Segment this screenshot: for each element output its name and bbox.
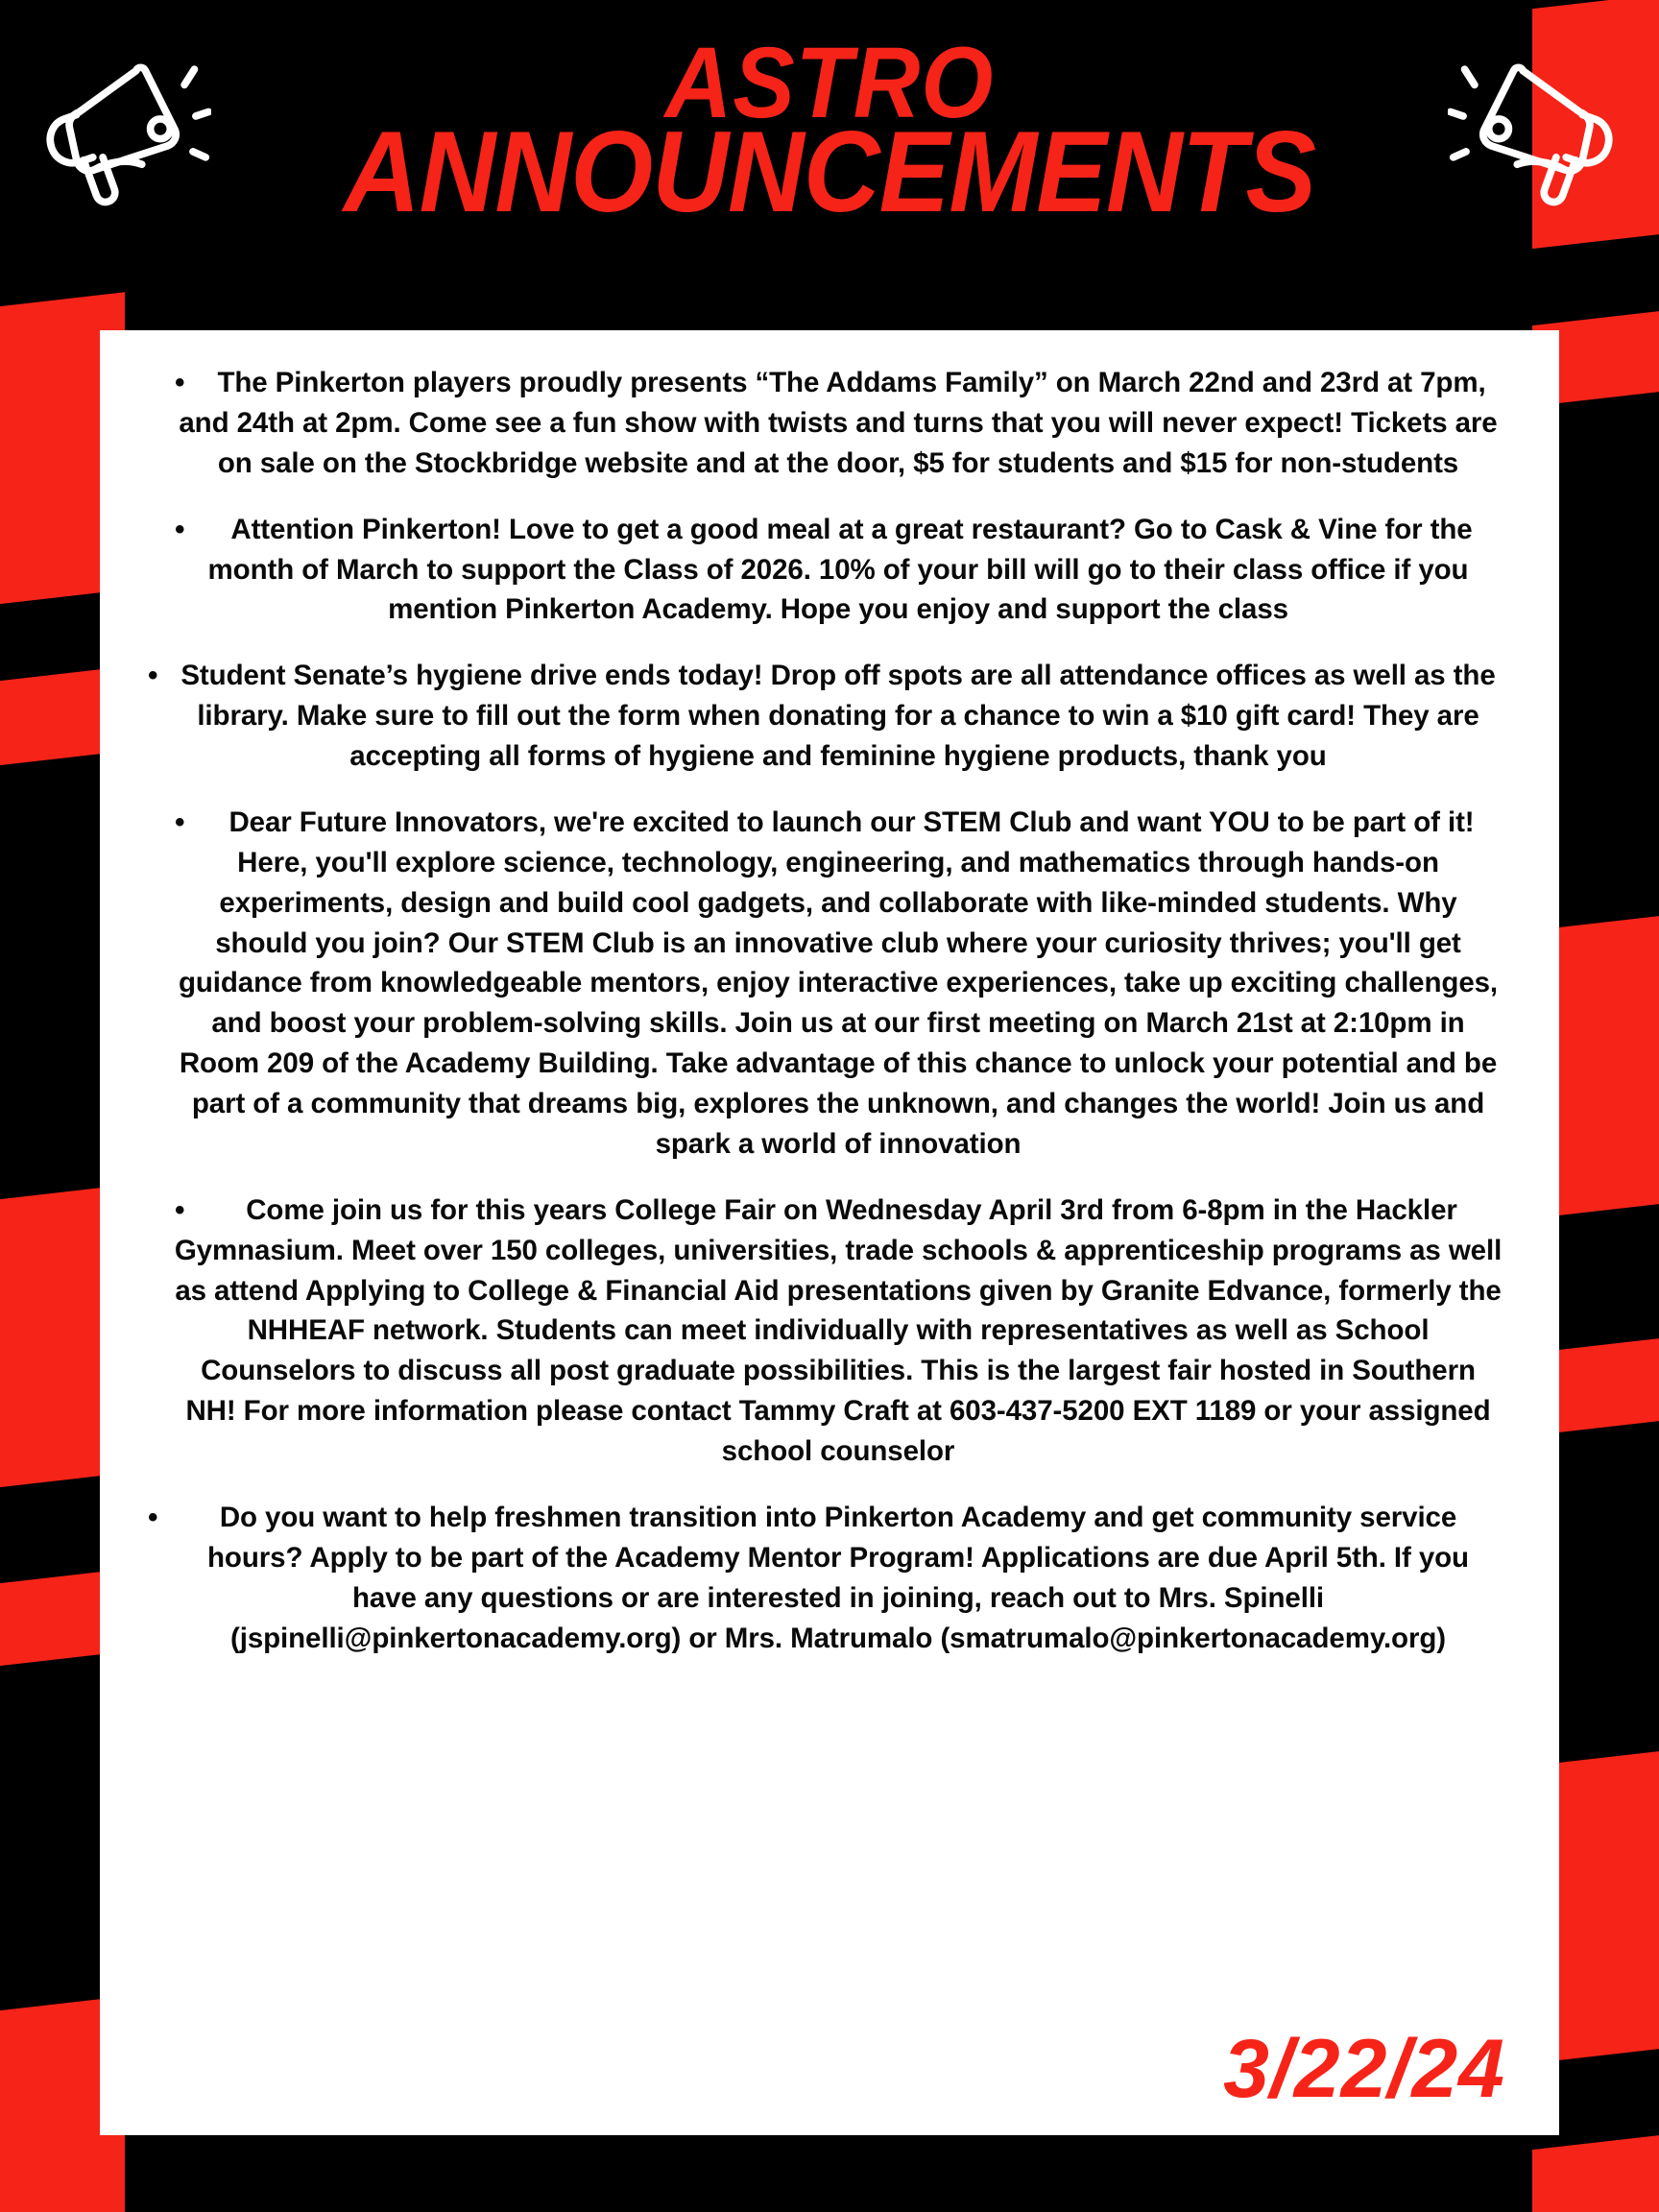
list-item: • Do you want to help freshmen transition into Pinkerton Academy and get community service hours? Apply to be part of the Academy Mentor Program! Applications are due April 5th. If you have any questions or are interested in joining, reach out to Mrs. Spinelli (jspinelli@pinkertonacademy.org) or Mrs. Matrumalo (smatrumalo@pinkertonacademy.org): [140, 1498, 1519, 1659]
list-item: • Student Senate’s hygiene drive ends today! Drop off spots are all attendance offices as well as the library. Make sure to fill out the form when donating for a chance to win a $10 gift card! They are accepting all forms of hygiene and feminine hygiene products, thank you: [140, 656, 1519, 777]
list-item: • The Pinkerton players proudly presents “The Addams Family” on March 22nd and 23rd at 7pm, and 24th at 2pm. Come see a fun show with twists and turns that you will never expect! Tickets are on sale on the Stockbridge website and at the door, $5 for students and $15 for non-students: [140, 363, 1519, 484]
poster-header: [0, 0, 1659, 317]
poster-title: [0, 27, 1659, 237]
announcement-list: [140, 363, 1519, 1658]
title-line-announcements: ANNOUNCEMENTS: [343, 108, 1316, 237]
title-line-astro: ASTRO: [664, 27, 995, 139]
megaphone-icon: [38, 48, 211, 211]
date-stamp: 3/22/24: [1223, 2023, 1505, 2115]
list-item: • Attention Pinkerton! Love to get a good meal at a great restaurant? Go to Cask & Vine for the month of March to support the Class of 2026. 10% of your bill will go to their class office if you mention Pinkerton Academy. Hope you enjoy and support the class: [140, 510, 1519, 631]
megaphone-icon: [1448, 48, 1621, 211]
announcements-card: [100, 330, 1559, 2135]
list-item: • Dear Future Innovators, we're excited to launch our STEM Club and want YOU to be part of it! Here, you'll explore science, technology, engineering, and mathematics through hands-on experiments, design and build cool gadgets, and collaborate with like-minded students. Why should you join? Our STEM Club is an innovative club where your curiosity thrives; you'll get guidance from knowledgeable mentors, enjoy interactive experiences, take up exciting challenges, and boost your problem-solving skills. Join us at our first meeting on March 21st at 2:10pm in Room 209 of the Academy Building. Take advantage of this chance to unlock your potential and be part of a community that dreams big, explores the unknown, and changes the world! Join us and spark a world of innovation: [140, 803, 1519, 1165]
list-item: • Come join us for this years College Fair on Wednesday April 3rd from 6-8pm in the Hackler Gymnasium. Meet over 150 colleges, universities, trade schools & apprenticeship programs as well as attend Applying to College & Financial Aid presentations given by Granite Edvance, formerly the NHHEAF network. Students can meet individually with representatives as well as School Counselors to discuss all post graduate possibilities. This is the largest fair hosted in Southern NH! For more information please contact Tammy Craft at 603-437-5200 EXT 1189 or your assigned school counselor: [140, 1190, 1519, 1472]
